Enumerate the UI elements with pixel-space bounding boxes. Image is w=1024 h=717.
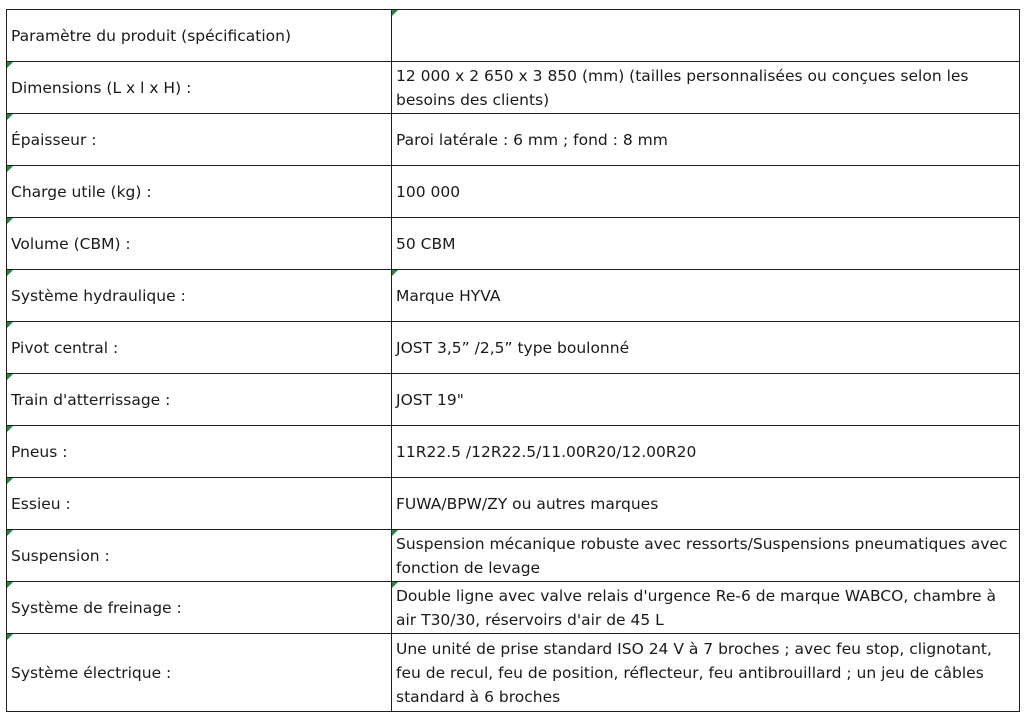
value-cell[interactable] — [392, 166, 1020, 218]
label-cell[interactable] — [7, 218, 392, 270]
value-text: Paroi latérale : 6 mm ; fond : 8 mm — [396, 130, 668, 149]
table-row — [7, 270, 1020, 322]
value-cell[interactable] — [392, 218, 1020, 270]
value-text: Suspension mécanique robuste avec ressorts/Suspensions pneumatiques avec fonction de levage — [396, 534, 1008, 577]
cell-note-marker — [7, 270, 13, 276]
label-text: Train d'atterrissage : — [11, 390, 171, 409]
header-text: Paramètre du produit (spécification) — [11, 26, 291, 45]
value-text: JOST 3,5” /2,5” type boulonné — [396, 338, 630, 357]
label-text: Épaisseur : — [11, 130, 97, 149]
label-cell[interactable] — [7, 374, 392, 426]
label-cell[interactable] — [7, 478, 392, 530]
label-text: Pivot central : — [11, 338, 119, 357]
cell-note-marker — [7, 426, 13, 432]
label-text: Dimensions (L x l x H) : — [11, 78, 192, 97]
table-row — [7, 634, 1020, 712]
value-cell[interactable] — [392, 530, 1020, 582]
value-cell[interactable] — [392, 634, 1020, 712]
table-header-row — [7, 10, 1020, 62]
label-cell[interactable] — [7, 166, 392, 218]
cell-note-marker — [392, 10, 398, 16]
label-cell[interactable] — [7, 426, 392, 478]
label-cell[interactable] — [7, 114, 392, 166]
label-cell[interactable] — [7, 582, 392, 634]
label-text: Système de freinage : — [11, 598, 182, 617]
value-text: Une unité de prise standard ISO 24 V à 7 broches ; avec feu stop, clignotant, feu de recul, feu de position, réflecteur, feu antibrouillard ; un jeu de câbles standard à 6 broches — [396, 639, 992, 706]
value-cell[interactable] — [392, 62, 1020, 114]
value-text: 100 000 — [396, 182, 461, 201]
spec-sheet — [6, 9, 1015, 712]
cell-note-marker — [7, 166, 13, 172]
label-text: Pneus : — [11, 442, 68, 461]
value-cell[interactable] — [392, 478, 1020, 530]
cell-note-marker — [7, 322, 13, 328]
label-text: Suspension : — [11, 546, 110, 565]
cell-note-marker — [7, 530, 13, 536]
table-row — [7, 478, 1020, 530]
value-text: Marque HYVA — [396, 286, 501, 305]
label-cell[interactable] — [7, 530, 392, 582]
table-row — [7, 62, 1020, 114]
table-row — [7, 530, 1020, 582]
label-cell[interactable] — [7, 270, 392, 322]
value-cell[interactable] — [392, 374, 1020, 426]
cell-note-marker — [7, 582, 13, 588]
label-text: Essieu : — [11, 494, 71, 513]
label-text: Charge utile (kg) : — [11, 182, 152, 201]
table-row — [7, 322, 1020, 374]
value-text: 12 000 x 2 650 x 3 850 (mm) (tailles personnalisées ou conçues selon les besoins des clients) — [396, 66, 969, 109]
value-cell[interactable] — [392, 582, 1020, 634]
value-text: 50 CBM — [396, 234, 456, 253]
header-cell[interactable] — [7, 10, 392, 62]
value-cell[interactable] — [392, 270, 1020, 322]
label-cell[interactable] — [7, 634, 392, 712]
cell-note-marker — [7, 62, 13, 68]
value-text: FUWA/BPW/ZY ou autres marques — [396, 494, 659, 513]
value-text: 11R22.5 /12R22.5/11.00R20/12.00R20 — [396, 442, 697, 461]
value-cell[interactable] — [392, 322, 1020, 374]
cell-note-marker — [7, 218, 13, 224]
cell-note-marker — [7, 374, 13, 380]
table-row — [7, 374, 1020, 426]
cell-note-marker — [392, 270, 398, 276]
value-cell[interactable] — [392, 426, 1020, 478]
cell-note-marker — [7, 478, 13, 484]
label-cell[interactable] — [7, 62, 392, 114]
value-cell[interactable] — [392, 114, 1020, 166]
table-row — [7, 582, 1020, 634]
table-row — [7, 166, 1020, 218]
value-text: JOST 19" — [396, 390, 464, 409]
label-text: Système électrique : — [11, 663, 172, 682]
table-row — [7, 218, 1020, 270]
label-cell[interactable] — [7, 322, 392, 374]
cell-note-marker — [7, 634, 13, 640]
header-empty-cell[interactable] — [392, 10, 1020, 62]
cell-note-marker — [7, 114, 13, 120]
label-text: Système hydraulique : — [11, 286, 186, 305]
label-text: Volume (CBM) : — [11, 234, 131, 253]
spec-table — [6, 9, 1020, 712]
table-row — [7, 114, 1020, 166]
value-text: Double ligne avec valve relais d'urgence Re-6 de marque WABCO, chambre à air T30/30, réservoirs d'air de 45 L — [396, 586, 996, 629]
table-row — [7, 426, 1020, 478]
